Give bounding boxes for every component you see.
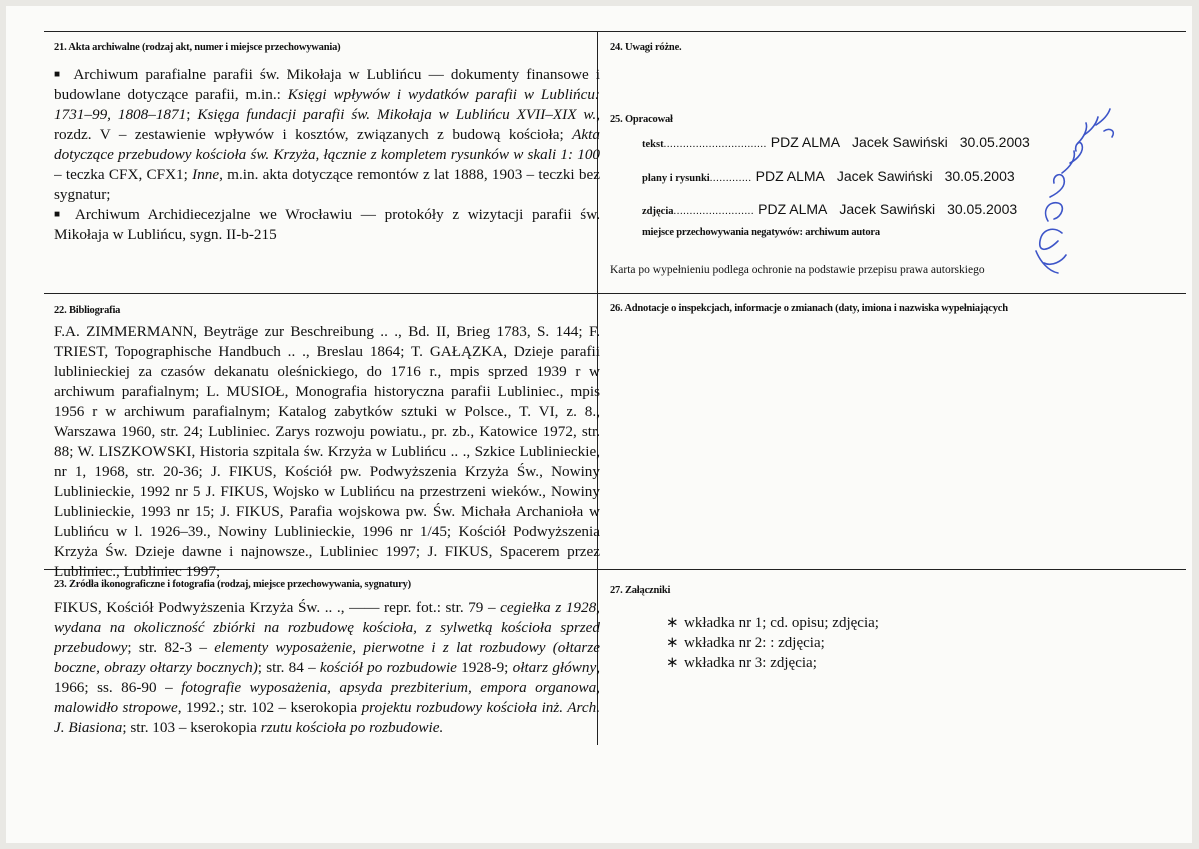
record-sheet bbox=[6, 6, 1192, 843]
negatives-location: miejsce przechowywania negatywów: archiwum autora bbox=[642, 227, 880, 238]
handwritten-signature-icon bbox=[1018, 101, 1128, 281]
bibliography-text: F.A. ZIMMERMANN, Beyträge zur Beschreibung .. ., Bd. II, Brieg 1783, S. 144; F. TRIEST, Topographische Handbuch .. ., Breslau 1864; T. GAŁĄZKA, Dzieje parafii lublinieckiej za czasów dekanatu oleśnickiego, do 1716 r., mpis sprzed 1939 r w archiwum parafialnym; L. MUSIOŁ, Monografia historyczna parafii Lubliniec., mpis 1956 r w archiwum parafialnym; Katalog zabytków sztuki w Polsce., T. VI, z. 8., Warszawa 1960, str. 24; Lubliniec. Zarys rozwoju powiatu., pr. zb., Katowice 1972, str. 88; W. LISZKOWSKI, Historia szpitala św. Krzyża w Lublińcu .. ., Szkice Lublinieckie, nr 1, 1968, str. 20-36; J. FIKUS, Kościół pw. Podwyższenia Krzyża Św., Nowiny Lublinieckie, 1992 nr 5 J. FIKUS, Wojsko w Lublińcu na przestrzeni wieków., Nowiny Lublinieckie, 1993 nr 15; J. FIKUS, Parafia wojskowa pw. Św. Michała Archanioła w Lublińcu w l. 1926–39., Nowiny Lublinieckie, 1996 nr 1/45; Kościół Podwyższenia Krzyża Św. Dzieje dawne i najnowsze., Lubliniec 1997; J. FIKUS, Spacerem przez Lubliniec., Lubliniec 1997; bbox=[54, 323, 600, 580]
section-21-archives bbox=[54, 65, 600, 245]
archive-entry-wroclaw: ■ Archiwum Archidiecezjalne we Wrocławiu — protokóły z wizytacji parafii św. Mikołaja w Lublińcu, sygn. II-b-215 bbox=[54, 206, 600, 243]
author-row-drawings: plany i rysunki ............. PDZ ALMA Jacek Sawiński 30.05.2003 bbox=[642, 168, 1015, 184]
section-22-label: 22. Bibliografia bbox=[54, 305, 121, 316]
attachment-item: ∗ wkładka nr 3: zdjęcia; bbox=[666, 655, 817, 671]
asterisk-icon: ∗ bbox=[666, 655, 679, 671]
bullet-icon: ■ bbox=[54, 209, 65, 220]
section-23-label: 23. Źródła ikonograficzne i fotografia (rodzaj, miejsce przechowywania, sygnatury) bbox=[54, 579, 411, 590]
author-row-photos: zdjęcia ......................... PDZ ALMA Jacek Sawiński 30.05.2003 bbox=[642, 201, 1018, 217]
section-25-label: 25. Opracował bbox=[610, 114, 673, 125]
asterisk-icon: ∗ bbox=[666, 635, 679, 651]
author-row-text: tekst ................................ PDZ ALMA Jacek Sawiński 30.05.2003 bbox=[642, 134, 1030, 150]
section-26-label: 26. Adnotacje o inspekcjach, informacje o zmianach (daty, imiona i nazwiska wypełniających bbox=[610, 303, 1008, 314]
asterisk-icon: ∗ bbox=[666, 615, 679, 631]
copyright-note: Karta po wypełnieniu podlega ochronie na podstawie przepisu prawa autorskiego bbox=[610, 264, 985, 276]
iconography-text: FIKUS, Kościół Podwyższenia Krzyża Św. .. ., —— repr. fot.: str. 79 – cegiełka z 1928, wydana na okoliczność zbiórki na rozbudowę kościoła, z sylwetką kościoła sprzed przebudowy; str. 82-3 – elementy wyposażenie, pierwotne i z lat rozbudowy (ołtarze boczne, obrazy ołtarzy bocznych); str. 84 – kościół po rozbudowie 1928-9; ołtarz główny, 1966; ss. 86-90 – fotografie wyposażenia, apsyda prezbiterium, empora organowa, malowidło stropowe, 1992.; str. 102 – kserokopia projektu rozbudowy kościoła inż. Arch. J. Biasiona; str. 103 – kserokopia rzutu kościoła po rozbudowie. bbox=[54, 599, 600, 736]
attachment-item: ∗ wkładka nr 1; cd. opisu; zdjęcia; bbox=[666, 615, 879, 631]
bullet-icon: ■ bbox=[54, 69, 64, 80]
row-rule-1 bbox=[44, 293, 1186, 294]
section-21-label: 21. Akta archiwalne (rodzaj akt, numer i miejsce przechowywania) bbox=[54, 42, 341, 53]
top-rule bbox=[44, 31, 1186, 32]
attachment-item: ∗ wkładka nr 2: : zdjęcia; bbox=[666, 635, 825, 651]
archive-entry-parish: ■ Archiwum parafialne parafii św. Mikołaja w Lublińcu — dokumenty finansowe i budowlane dotyczące parafii, m.in.: Księgi wpływów i wydatków parafii w Lublińcu: 1731–99, 1808–1871; Księga fundacji parafii św. Mikołaja w Lublińcu XVII–XIX w., rozdz. V – zestawienie wpływów i kosztów, związanych z budową kościoła; Akta dotyczące przebudowy kościoła św. Krzyża, łącznie z kompletem rysunków w skali 1: 100 – teczka CFX, CFX1; Inne, m.in. akta dotyczące remontów z lat 1888, 1903 – teczki bez sygnatur; bbox=[54, 66, 600, 203]
attachments-list bbox=[666, 613, 1146, 673]
section-27-label: 27. Załączniki bbox=[610, 585, 671, 596]
section-24-label: 24. Uwagi różne. bbox=[610, 42, 682, 53]
